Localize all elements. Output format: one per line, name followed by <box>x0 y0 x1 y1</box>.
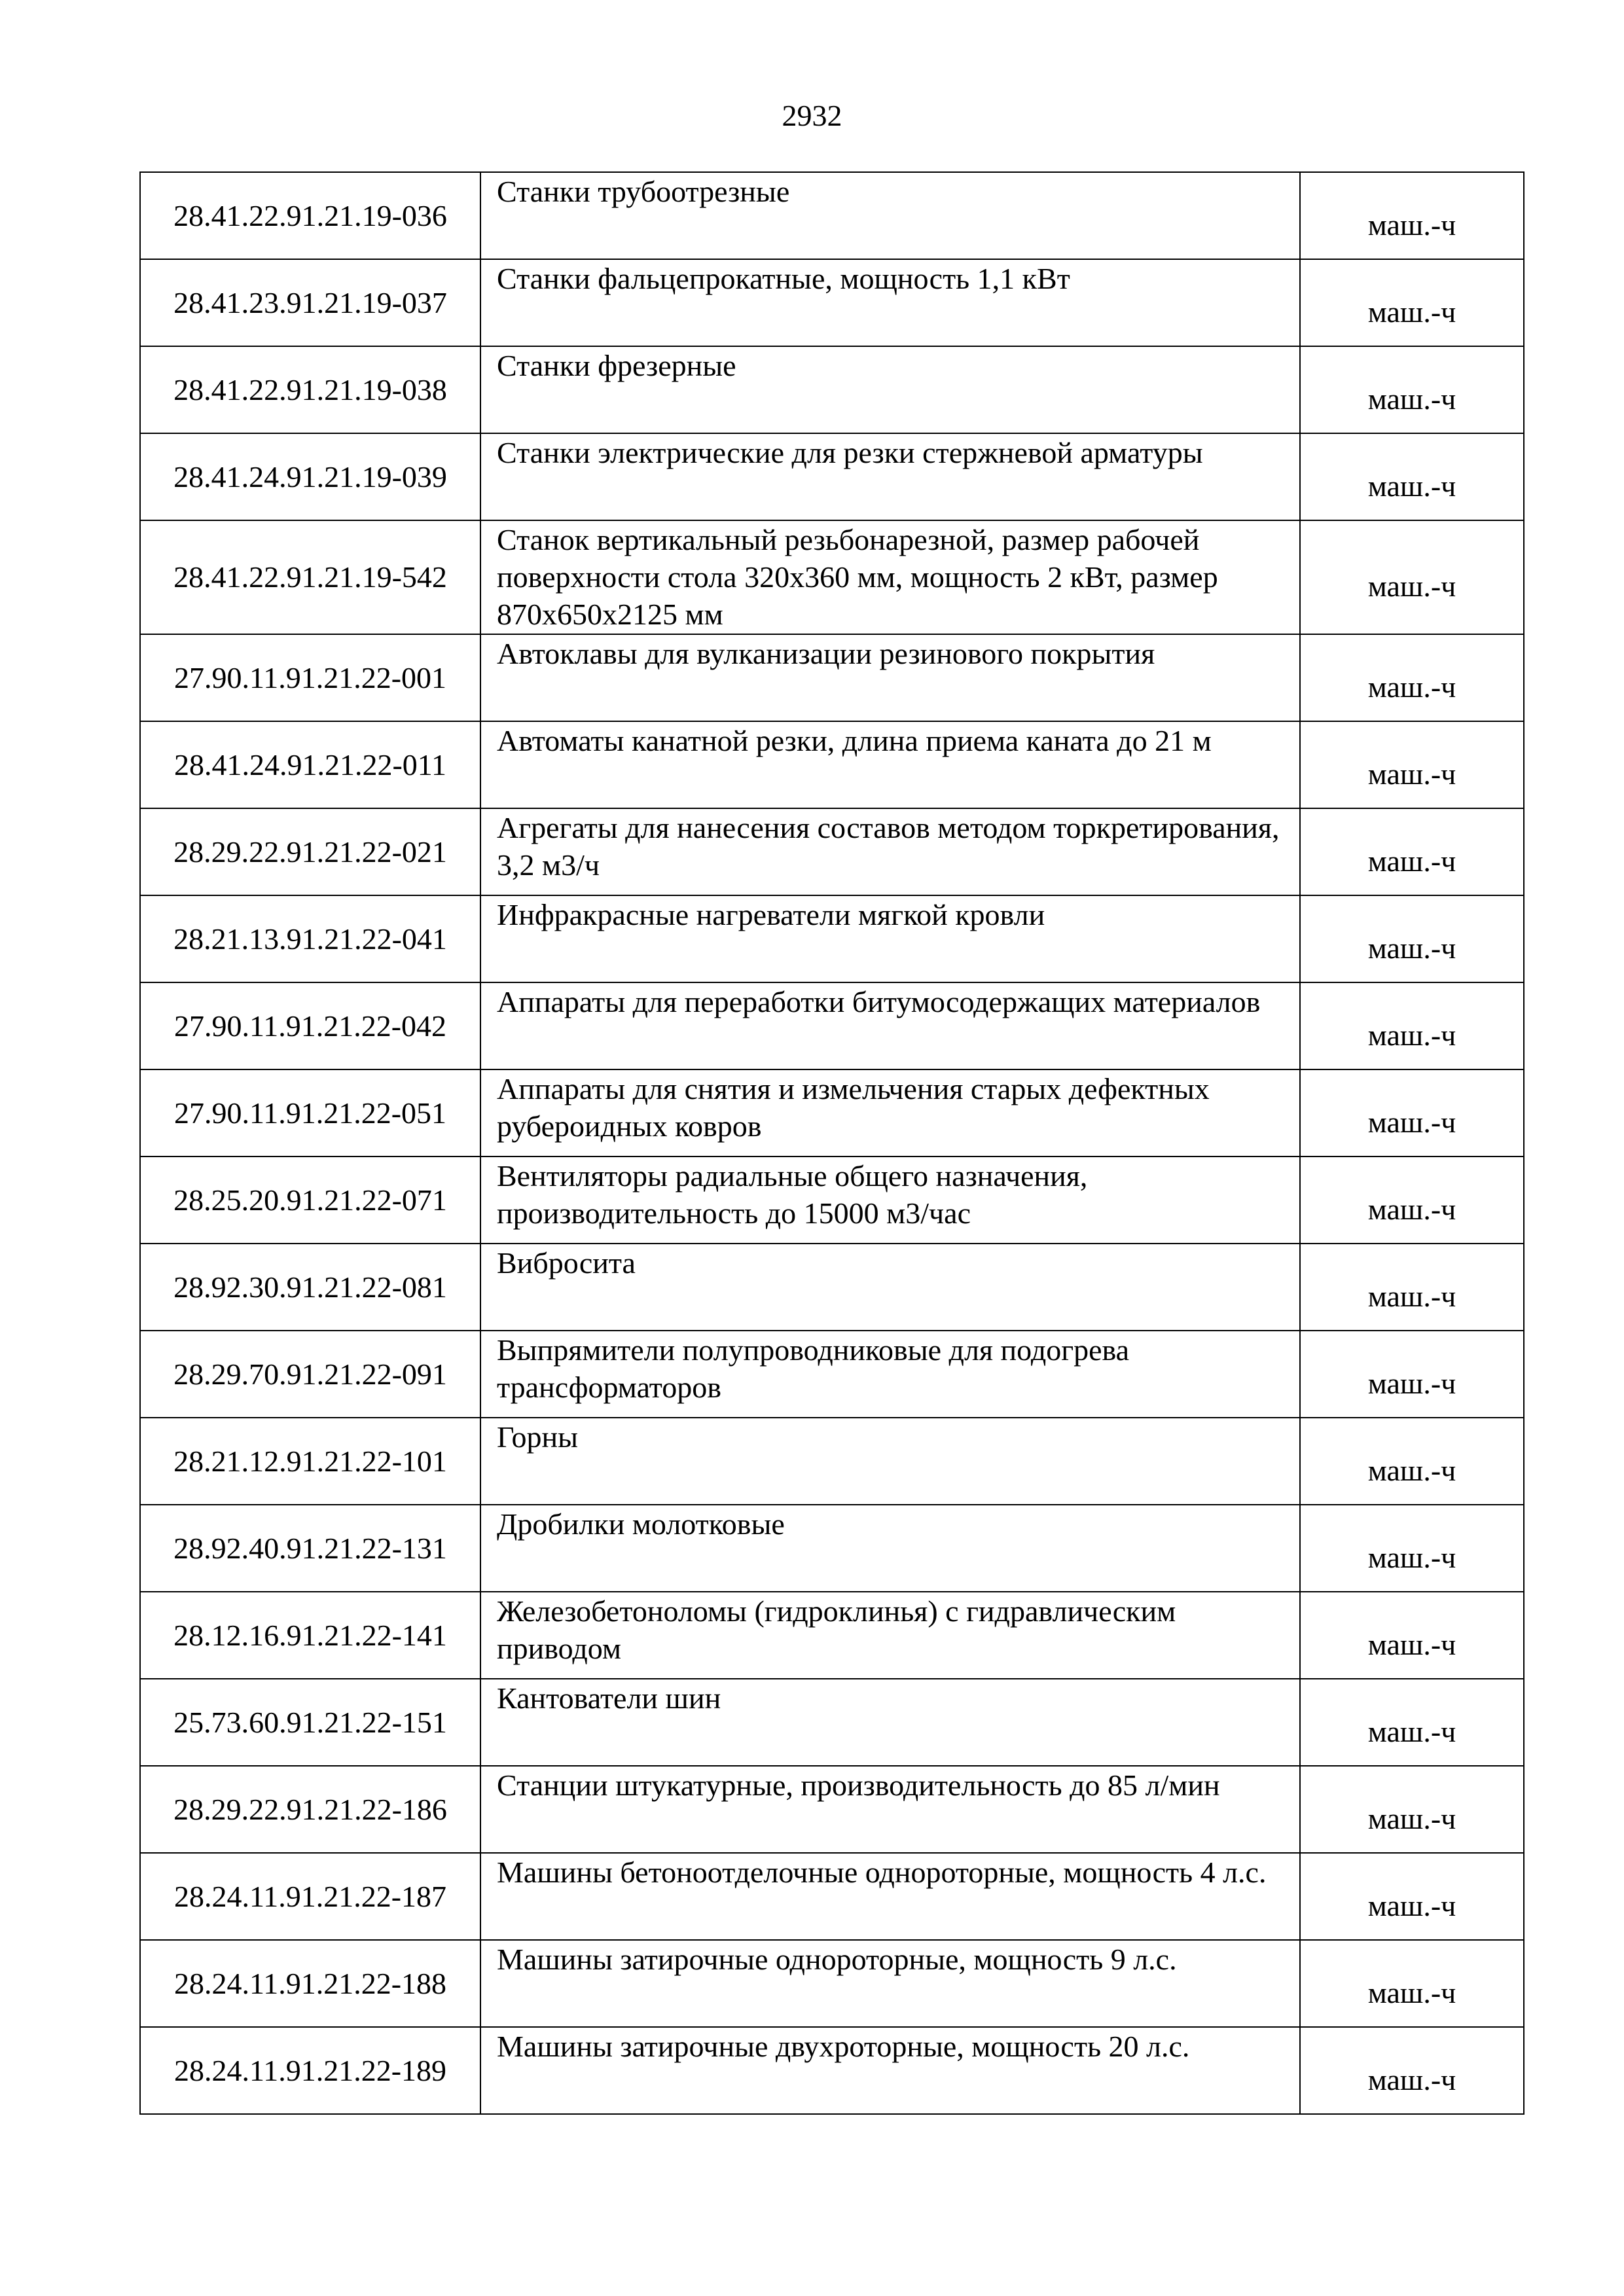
resource-name: Машины затирочные двухроторные, мощность 20 л.с. <box>480 2027 1300 2114</box>
resource-code: 28.21.12.91.21.22-101 <box>140 1418 480 1505</box>
resource-name: Горны <box>480 1418 1300 1505</box>
resource-code: 28.41.22.91.21.19-036 <box>140 172 480 259</box>
unit-of-measure: маш.-ч <box>1300 1766 1524 1853</box>
resource-name: Агрегаты для нанесения составов методом торкретирования, 3,2 м3/ч <box>480 808 1300 895</box>
resource-name: Автоматы канатной резки, длина приема каната до 21 м <box>480 721 1300 808</box>
table-row <box>140 1592 1524 1679</box>
resource-name: Выпрямители полупроводниковые для подогрева трансформаторов <box>480 1331 1300 1418</box>
resource-name: Аппараты для снятия и измельчения старых дефектных рубероидных ковров <box>480 1069 1300 1157</box>
resource-code: 28.12.16.91.21.22-141 <box>140 1592 480 1679</box>
resource-code: 28.41.22.91.21.19-038 <box>140 346 480 433</box>
unit-of-measure: маш.-ч <box>1300 1940 1524 2027</box>
table-row <box>140 433 1524 520</box>
table-row <box>140 1940 1524 2027</box>
unit-of-measure: маш.-ч <box>1300 1679 1524 1766</box>
resource-name: Автоклавы для вулканизации резинового покрытия <box>480 634 1300 721</box>
resource-name: Станки трубоотрезные <box>480 172 1300 259</box>
resource-code: 28.92.30.91.21.22-081 <box>140 1244 480 1331</box>
resource-code: 28.41.22.91.21.19-542 <box>140 520 480 634</box>
resource-code: 28.25.20.91.21.22-071 <box>140 1157 480 1244</box>
unit-of-measure: маш.-ч <box>1300 1157 1524 1244</box>
unit-of-measure: маш.-ч <box>1300 1853 1524 1940</box>
page-number: 2932 <box>782 99 842 132</box>
table-row <box>140 721 1524 808</box>
resource-name: Железобетоноломы (гидроклинья) с гидравлическим приводом <box>480 1592 1300 1679</box>
table-row <box>140 520 1524 634</box>
unit-of-measure: маш.-ч <box>1300 1418 1524 1505</box>
table-row <box>140 1244 1524 1331</box>
resource-code: 28.24.11.91.21.22-189 <box>140 2027 480 2114</box>
unit-of-measure: маш.-ч <box>1300 520 1524 634</box>
resource-name: Машины затирочные однороторные, мощность 9 л.с. <box>480 1940 1300 2027</box>
resource-code: 28.92.40.91.21.22-131 <box>140 1505 480 1592</box>
resource-name: Станки фрезерные <box>480 346 1300 433</box>
resource-name: Дробилки молотковые <box>480 1505 1300 1592</box>
resource-code: 28.24.11.91.21.22-187 <box>140 1853 480 1940</box>
table-row <box>140 895 1524 982</box>
unit-of-measure: маш.-ч <box>1300 721 1524 808</box>
resource-name: Станки электрические для резки стержневой арматуры <box>480 433 1300 520</box>
resource-code: 27.90.11.91.21.22-042 <box>140 982 480 1069</box>
table-row <box>140 1505 1524 1592</box>
unit-of-measure: маш.-ч <box>1300 895 1524 982</box>
machines-table <box>139 171 1525 2115</box>
table-row <box>140 982 1524 1069</box>
table-row <box>140 1853 1524 1940</box>
resource-name: Вентиляторы радиальные общего назначения, производительность до 15000 м3/час <box>480 1157 1300 1244</box>
unit-of-measure: маш.-ч <box>1300 1505 1524 1592</box>
resource-name: Станки фальцепрокатные, мощность 1,1 кВт <box>480 259 1300 346</box>
table-row <box>140 1069 1524 1157</box>
unit-of-measure: маш.-ч <box>1300 172 1524 259</box>
resource-code: 27.90.11.91.21.22-051 <box>140 1069 480 1157</box>
resource-code: 28.29.70.91.21.22-091 <box>140 1331 480 1418</box>
unit-of-measure: маш.-ч <box>1300 433 1524 520</box>
table-row <box>140 346 1524 433</box>
resource-code: 28.41.24.91.21.19-039 <box>140 433 480 520</box>
unit-of-measure: маш.-ч <box>1300 634 1524 721</box>
unit-of-measure: маш.-ч <box>1300 1331 1524 1418</box>
table-row <box>140 2027 1524 2114</box>
resource-code: 28.24.11.91.21.22-188 <box>140 1940 480 2027</box>
unit-of-measure: маш.-ч <box>1300 346 1524 433</box>
resource-name: Аппараты для переработки битумосодержащих материалов <box>480 982 1300 1069</box>
resource-name: Вибросита <box>480 1244 1300 1331</box>
table-row <box>140 1331 1524 1418</box>
unit-of-measure: маш.-ч <box>1300 982 1524 1069</box>
resource-name: Кантователи шин <box>480 1679 1300 1766</box>
unit-of-measure: маш.-ч <box>1300 808 1524 895</box>
table-row <box>140 259 1524 346</box>
resource-code: 25.73.60.91.21.22-151 <box>140 1679 480 1766</box>
resource-code: 28.41.24.91.21.22-011 <box>140 721 480 808</box>
resource-name: Инфракрасные нагреватели мягкой кровли <box>480 895 1300 982</box>
unit-of-measure: маш.-ч <box>1300 1069 1524 1157</box>
resource-code: 27.90.11.91.21.22-001 <box>140 634 480 721</box>
table-row <box>140 172 1524 259</box>
unit-of-measure: маш.-ч <box>1300 1244 1524 1331</box>
table-row <box>140 1418 1524 1505</box>
unit-of-measure: маш.-ч <box>1300 2027 1524 2114</box>
resource-code: 28.29.22.91.21.22-186 <box>140 1766 480 1853</box>
resource-code: 28.41.23.91.21.19-037 <box>140 259 480 346</box>
table-row <box>140 808 1524 895</box>
table-row <box>140 1766 1524 1853</box>
resource-name: Машины бетоноотделочные однороторные, мощность 4 л.с. <box>480 1853 1300 1940</box>
table-row <box>140 1679 1524 1766</box>
resource-code: 28.21.13.91.21.22-041 <box>140 895 480 982</box>
resource-code: 28.29.22.91.21.22-021 <box>140 808 480 895</box>
table-row <box>140 1157 1524 1244</box>
resource-name: Станок вертикальный резьбонарезной, размер рабочей поверхности стола 320х360 мм, мощность 2 кВт, размер 870х650х2125 мм <box>480 520 1300 634</box>
unit-of-measure: маш.-ч <box>1300 259 1524 346</box>
table-row <box>140 634 1524 721</box>
unit-of-measure: маш.-ч <box>1300 1592 1524 1679</box>
resource-name: Станции штукатурные, производительность до 85 л/мин <box>480 1766 1300 1853</box>
